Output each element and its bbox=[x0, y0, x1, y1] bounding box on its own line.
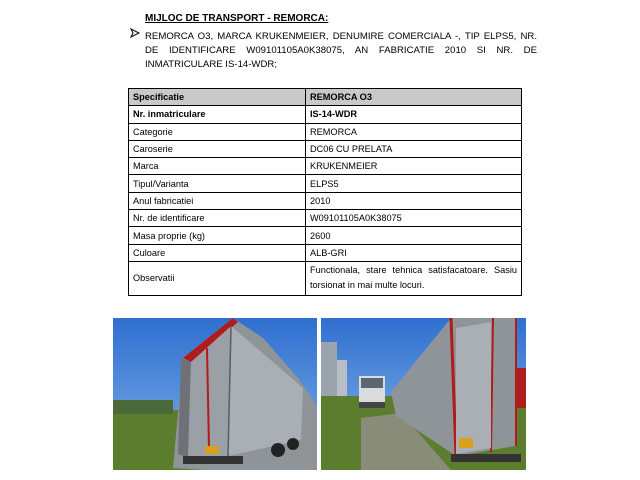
row-label: Nr. inmatriculare bbox=[129, 106, 306, 123]
row-label: Marca bbox=[129, 158, 306, 175]
table-header-cell: REMORCA O3 bbox=[306, 89, 522, 106]
row-value: 2600 bbox=[306, 227, 522, 244]
specification-table bbox=[128, 88, 522, 296]
table-row bbox=[129, 175, 522, 192]
row-label: Caroserie bbox=[129, 140, 306, 157]
vehicle-description: REMORCA O3, MARCA KRUKENMEIER, DENUMIRE COMERCIALA -, TIP ELPS5, NR. DE IDENTIFICARE W09101105A0K38075, AN FABRICATIE 2010 SI NR. DE INMATRICULARE IS-14-WDR; bbox=[145, 31, 537, 70]
table-row bbox=[129, 106, 522, 123]
row-label: Categorie bbox=[129, 123, 306, 140]
row-label: Observatii bbox=[129, 261, 306, 295]
table-header-row bbox=[129, 89, 522, 106]
row-value: KRUKENMEIER bbox=[306, 158, 522, 175]
trailer-photo-rear bbox=[113, 318, 317, 470]
table-row bbox=[129, 261, 522, 295]
arrow-bullet-icon bbox=[130, 28, 140, 38]
table-row bbox=[129, 227, 522, 244]
row-value: Functionala, stare tehnica satisfacatoare. Sasiu torsionat in mai multe locuri. bbox=[306, 261, 522, 295]
row-value: ELPS5 bbox=[306, 175, 522, 192]
table-row bbox=[129, 210, 522, 227]
table-header-cell: Specificatie bbox=[129, 89, 306, 106]
row-label: Anul fabricatiei bbox=[129, 192, 306, 209]
trailer-photo-side bbox=[321, 318, 526, 470]
row-label: Tipul/Varianta bbox=[129, 175, 306, 192]
table-row bbox=[129, 244, 522, 261]
row-label: Culoare bbox=[129, 244, 306, 261]
section-heading: MIJLOC DE TRANSPORT - REMORCA: bbox=[145, 13, 329, 24]
table-row bbox=[129, 123, 522, 140]
table-row bbox=[129, 192, 522, 209]
table-row bbox=[129, 140, 522, 157]
row-value: W09101105A0K38075 bbox=[306, 210, 522, 227]
row-label: Masa proprie (kg) bbox=[129, 227, 306, 244]
row-value: 2010 bbox=[306, 192, 522, 209]
row-value: IS-14-WDR bbox=[306, 106, 522, 123]
row-value: DC06 CU PRELATA bbox=[306, 140, 522, 157]
row-label: Nr. de identificare bbox=[129, 210, 306, 227]
row-value: ALB-GRI bbox=[306, 244, 522, 261]
row-value: REMORCA bbox=[306, 123, 522, 140]
table-row bbox=[129, 158, 522, 175]
